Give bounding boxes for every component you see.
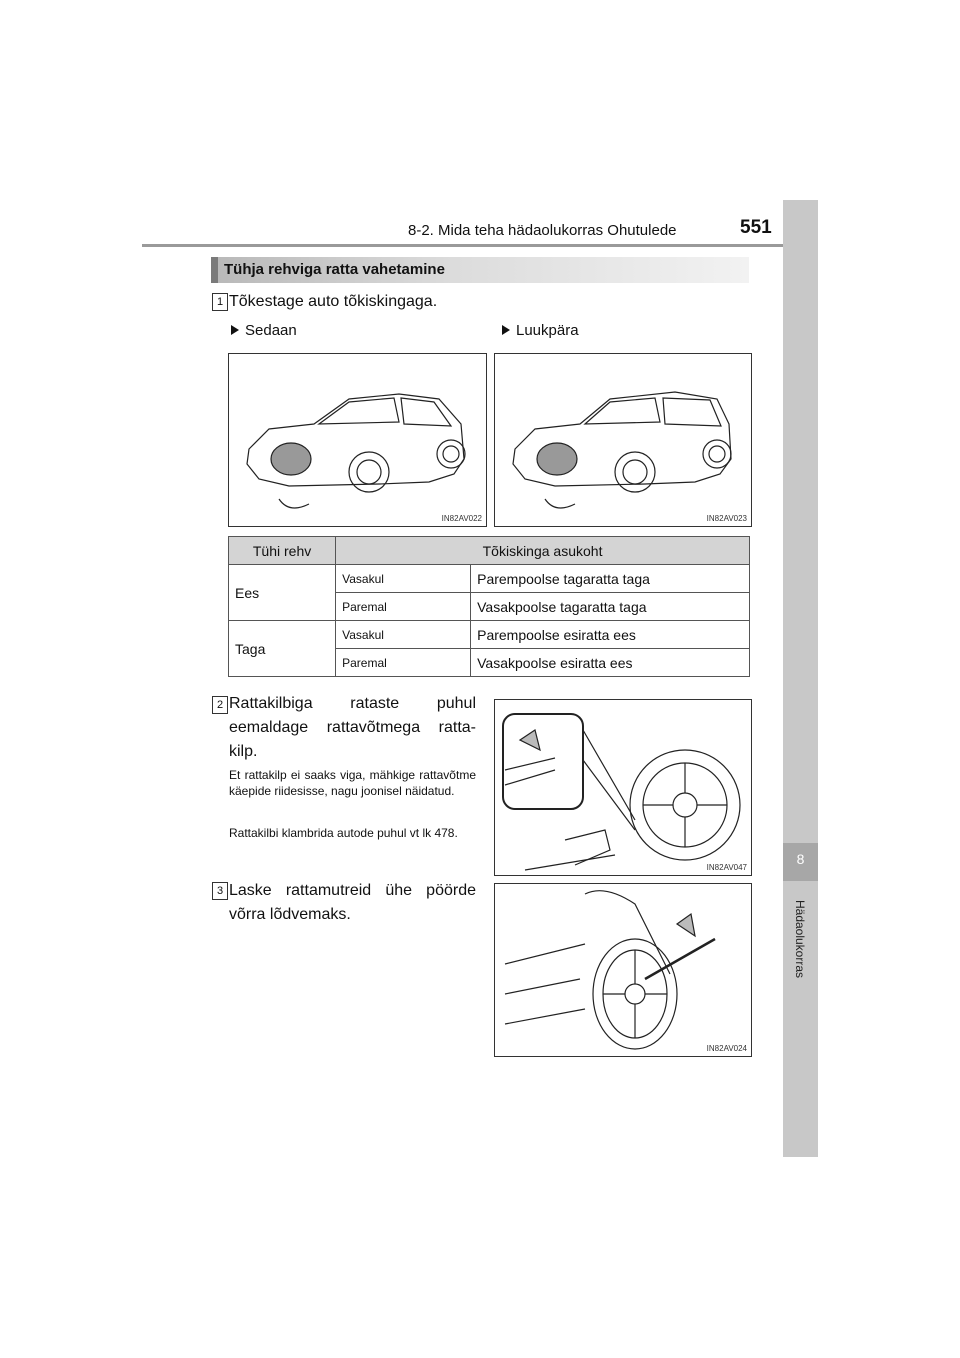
table-cell-location: Vasakpoolse esiratta ees	[471, 649, 750, 677]
sedan-chock-figure	[228, 353, 487, 527]
triangle-bullet-icon	[502, 325, 510, 335]
nuts-loosening-figure	[494, 883, 752, 1057]
chapter-number: 8	[796, 851, 805, 867]
table-cell-side: Vasakul	[336, 565, 471, 593]
table-row	[229, 621, 750, 649]
header-rule	[142, 244, 818, 247]
step-3-text: Laske rattamutreid ühe pöörde võrra lõdvemaks.	[229, 882, 476, 923]
page-number: 551	[740, 217, 772, 238]
table-cell-tire: Ees	[229, 565, 336, 621]
step-2-note-1: Et rattakilp ei saaks viga, mähkige rattavõtme käepide riidesisse, nagu joonisel näidatud.	[229, 768, 476, 798]
table-header-row	[229, 537, 750, 565]
figure-code: IN82AV024	[706, 1044, 747, 1053]
table-cell-tire: Taga	[229, 621, 336, 677]
step-1-text: Tõkestage auto tõkiskingaga.	[229, 293, 438, 310]
table-cell-location: Parempoolse esiratta ees	[471, 621, 750, 649]
table-cell-side: Paremal	[336, 593, 471, 621]
hatchback-label	[502, 322, 579, 339]
step-2-note-2: Rattakilbi klambrida autode puhul vt lk 478.	[229, 826, 458, 840]
step-number-1: 1	[212, 293, 228, 311]
step-number-3: 3	[212, 882, 228, 900]
table-header-tire: Tühi rehv	[229, 537, 336, 565]
table-cell-side: Paremal	[336, 649, 471, 677]
hatchback-car-illustration	[495, 354, 751, 526]
nuts-illustration	[495, 884, 751, 1056]
figure-code: IN82AV047	[706, 863, 747, 872]
table-header-location: Tõkiskinga asukoht	[336, 537, 750, 565]
chapter-label	[787, 884, 813, 994]
section-title: 8-2. Mida teha hädaolukorras Ohutulede	[408, 222, 677, 239]
chapter-label-text: Hädaolukorras	[793, 899, 807, 979]
table-cell-side: Vasakul	[336, 621, 471, 649]
step-number-2: 2	[212, 696, 228, 714]
chock-location-table	[228, 536, 750, 677]
wheelcap-removal-figure	[494, 699, 752, 876]
table-cell-location: Vasakpoolse tagaratta taga	[471, 593, 750, 621]
table-row	[229, 565, 750, 593]
sedan-label	[231, 322, 297, 339]
section-heading: Tühja rehviga ratta vahetamine	[224, 261, 445, 278]
hatchback-label-text: Luukpära	[516, 322, 579, 339]
table-cell-location: Parempoolse tagaratta taga	[471, 565, 750, 593]
chapter-side-tab	[783, 200, 818, 1157]
figure-code: IN82AV023	[706, 514, 747, 523]
wheelcap-illustration	[495, 700, 751, 875]
hatchback-chock-figure	[494, 353, 752, 527]
heading-accent	[211, 257, 218, 283]
triangle-bullet-icon	[231, 325, 239, 335]
figure-code: IN82AV022	[441, 514, 482, 523]
step-2-text: Rattakilbiga rataste puhul eemaldage rattavõtmega ratta-kilp.	[229, 695, 476, 760]
sedan-label-text: Sedaan	[245, 322, 297, 339]
sedan-car-illustration	[229, 354, 486, 526]
